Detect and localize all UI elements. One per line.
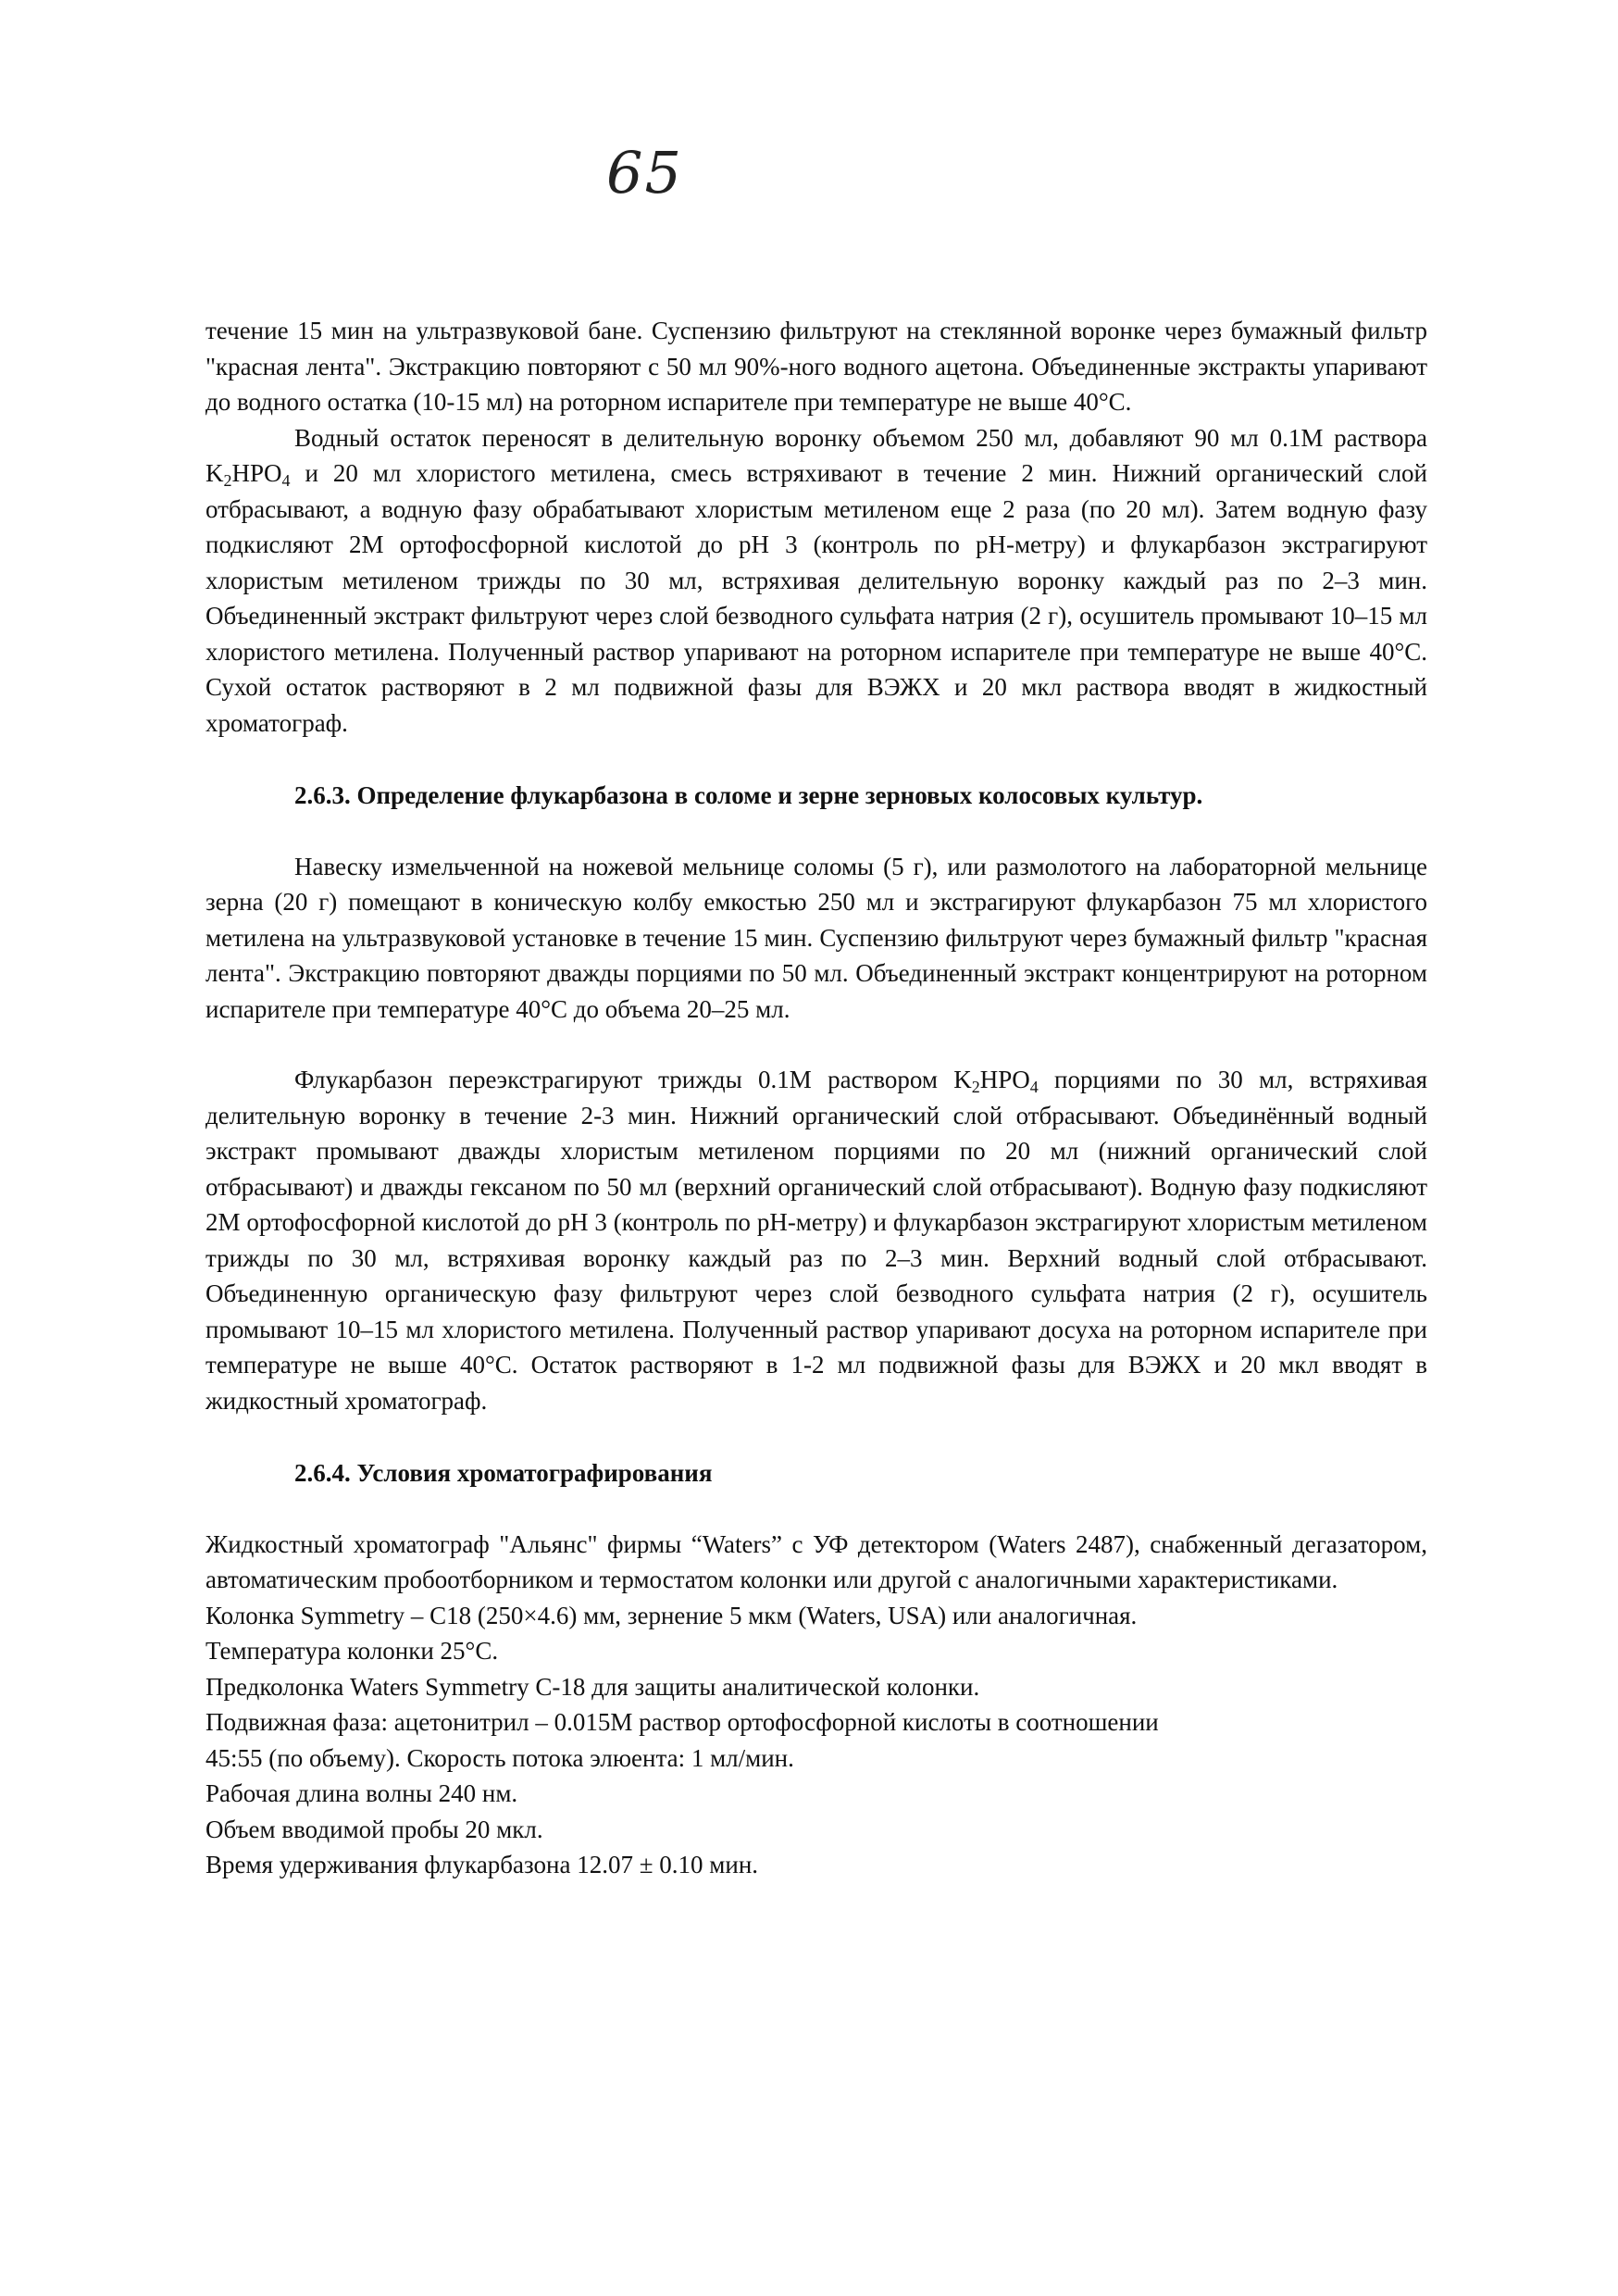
column-spec: Колонка Symmetry – C18 (250×4.6) мм, зернение 5 мкм (Waters, USA) или аналогичная. xyxy=(205,1601,1138,1629)
subscript: 2 xyxy=(223,471,232,490)
precolumn-spec: Предколонка Waters Symmetry C-18 для защиты аналитической колонки. xyxy=(205,1672,980,1701)
continuation-paragraph: течение 15 мин на ультразвуковой бане. Суспензию фильтруют на стеклянной воронке через бумажный фильтр "красная лента". Экстракцию повторяют с 50 мл 90%-ного водного ацетона. Объединенные экстракты упаривают до водного остатка (10-15 мл) на роторном испарителе при температуре не выше 40°С. xyxy=(205,317,1427,416)
section-heading-2-6-4: 2.6.4. Условия хроматографирования xyxy=(294,1459,713,1487)
text-run: и 20 мл хлористого метилена, смесь встряхивают в течение 2 мин. Нижний органический слой отбрасывают, а водную фазу обрабатывают хлористым метиленом еще 2 раза (по 20 мл). Затем водную фазу подкисляют 2М ортофосфорной кислотой до pH 3 (контроль по pH-метру) и флукарбазон экстрагируют хлористым метиленом трижды по 30 мл, встряхивая делительную воронку каждый раз по 2–3 мин. Объединенный экстракт фильтруют через слой безводного сульфата натрия (2 г), осушитель промывают 10–15 мл хлористого метилена. Полученный раствор упаривают на роторном испарителе при температуре не выше 40°С. Сухой остаток растворяют в 2 мл подвижной фазы для ВЭЖХ и 20 мкл раствора вводят в жидкостный хроматограф. xyxy=(205,459,1427,737)
text-run: порциями по 30 мл, встряхивая делительную воронку в течение 2-3 мин. Нижний органический слой отбрасывают. Объединённый водный экстракт промывают дважды хлористым метиленом порциями по 20 мл (нижний органический слой отбрасывают) и дважды гексаном по 50 мл (верхний органический слой отбрасывают). Водную фазу подкисляют 2М ортофосфорной кислотой до pH 3 (контроль по pH-метру) и флукарбазон экстрагируют хлористым метиленом трижды по 30 мл, встряхивая воронку каждый раз по 2–3 мин. Верхний водный слой отбрасывают. Объединенную органическую фазу фильтруют через слой безводного сульфата натрия (2 г), осушитель промывают 10–15 мл хлористого метилена. Полученный раствор упаривают досуха на роторном испарителе при температуре не выше 40°С. Остаток растворяют в 1-2 мл подвижной фазы для ВЭЖХ и 20 мкл вводят в жидкостный хроматограф. xyxy=(205,1066,1427,1415)
spacer xyxy=(205,1027,1427,1062)
section-heading-2-6-3: 2.6.3. Определение флукарбазона в соломе и зерне зерновых колосовых культур. xyxy=(294,781,1203,809)
subscript: 4 xyxy=(1029,1078,1039,1096)
page-number: 65 xyxy=(606,139,683,206)
text-run: Флукарбазон переэкстрагируют трижды 0.1М раствором K xyxy=(294,1066,972,1093)
spacer xyxy=(205,741,1427,778)
injection-volume: Объем вводимой пробы 20 мкл. xyxy=(205,1815,543,1843)
text-run: Водный остаток переносят в делительную воронку объемом 250 мл, добавляют 90 мл 0.1М раствора K xyxy=(205,423,1427,487)
instrument-description: Жидкостный хроматограф "Альянс" фирмы “Waters” с УФ детектором (Waters 2487), снабженный дегазатором, автоматическим пробоотборником и термостатом колонки или другой с аналогичными характеристиками. xyxy=(205,1529,1427,1593)
reextraction-paragraph xyxy=(205,1062,1427,1418)
page-content xyxy=(205,313,1427,1883)
mobile-phase-line-1: Подвижная фаза: ацетонитрил – 0.015М раствор ортофосфорной кислоты в соотношении xyxy=(205,1708,1159,1736)
residue-transfer-paragraph xyxy=(205,420,1427,742)
wavelength: Рабочая длина волны 240 нм. xyxy=(205,1779,518,1807)
mobile-phase-line-2: 45:55 (по объему). Скорость потока элюента: 1 мл/мин. xyxy=(205,1743,794,1772)
subscript: 2 xyxy=(971,1078,980,1096)
text-run: HPO xyxy=(231,459,282,487)
subscript: 4 xyxy=(281,471,291,490)
spacer xyxy=(205,1418,1427,1455)
spacer xyxy=(205,814,1427,849)
retention-time: Время удерживания флукарбазона 12.07 ± 0.10 мин. xyxy=(205,1851,759,1878)
sample-extraction-paragraph: Навеску измельченной на ножевой мельнице соломы (5 г), или размолотого на лабораторной мельнице зерна (20 г) помещают в коническую колбу емкостью 250 мл и экстрагируют флукарбазон 75 мл хлористого метилена на ультразвуковой установке в течение 15 мин. Суспензию фильтруют через бумажный фильтр "красная лента". Экстракцию повторяют дважды порциями по 50 мл. Объединенный экстракт концентрируют на роторном испарителе при температуре 40°С до объема 20–25 мл. xyxy=(205,852,1427,1023)
text-run: HPO xyxy=(979,1066,1030,1093)
spacer xyxy=(205,1491,1427,1527)
column-temperature: Температура колонки 25°С. xyxy=(205,1637,499,1665)
